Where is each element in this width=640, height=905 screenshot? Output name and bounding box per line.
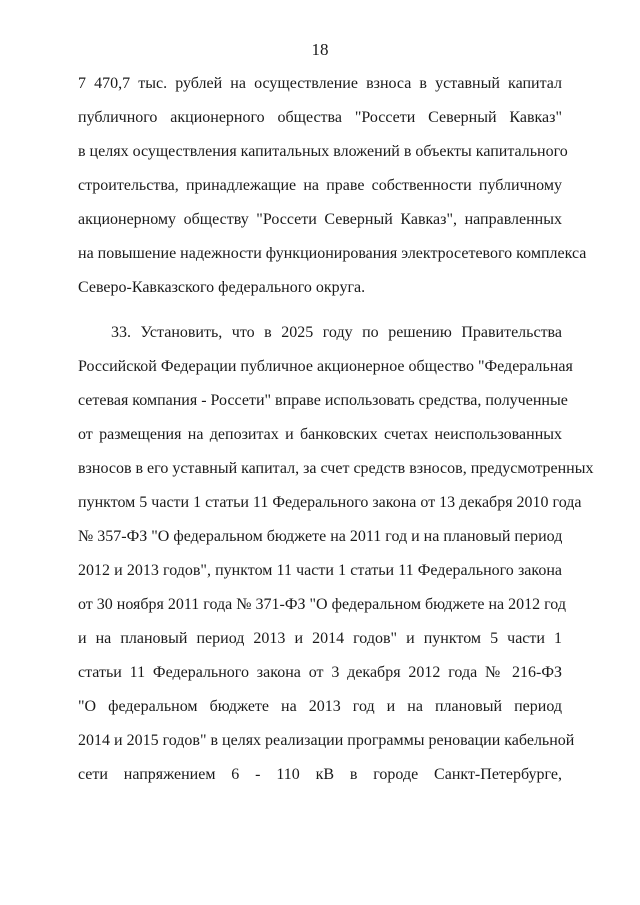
paragraph-33 [78,316,594,792]
text-line: от 30 ноября 2011 года № 371-ФЗ "О федеральном бюджете на 2012 год [78,596,566,613]
text-line: № 357-ФЗ "О федеральном бюджете на 2011 год и на плановый период [78,528,563,545]
text-line: Российской Федерации публичное акционерное общество "Федеральная [78,358,573,375]
text-line: на повышение надежности функционирования электросетевого комплекса [78,245,587,262]
text-line: статьи 11 Федерального закона от 3 декабря 2012 года № 216-ФЗ [78,664,562,681]
text-line: строительства, принадлежащие на праве собственности публичному [78,177,562,194]
text-line: сетевая компания - Россети" вправе использовать средства, полученные [78,392,568,409]
text-line: пунктом 5 части 1 статьи 11 Федерального закона от 13 декабря 2010 года [78,494,582,511]
text-line: 2012 и 2013 годов", пунктом 11 части 1 статьи 11 Федерального закона [78,562,562,579]
text-line: акционерному обществу "Россети Северный Кавказ", направленных [78,211,562,228]
text-line: Северо-Кавказского федерального округа. [78,279,366,296]
text-line: и на плановый период 2013 и 2014 годов" и пунктом 5 части 1 [78,630,562,647]
text-line: в целях осуществления капитальных вложений в объекты капитального [78,143,568,160]
text-line: взносов в его уставный капитал, за счет средств взносов, предусмотренных [78,460,594,477]
text-line: от размещения на депозитах и банковских счетах неиспользованных [78,426,562,443]
text-line: "О федеральном бюджете на 2013 год и на плановый период [78,698,562,715]
paragraph-continued [78,67,587,305]
text-line: публичного акционерного общества "Россети Северный Кавказ" [78,109,562,126]
text-line: сети напряжением 6 - 110 кВ в городе Санкт-Петербурге, [78,766,562,783]
text-line: 7 470,7 тыс. рублей на осуществление взноса в уставный капитал [78,75,562,92]
text-line: 33. Установить, что в 2025 году по решению Правительства [111,324,562,341]
page-number: 18 [311,40,329,59]
text-line: 2014 и 2015 годов" в целях реализации программы реновации кабельной [78,732,575,749]
